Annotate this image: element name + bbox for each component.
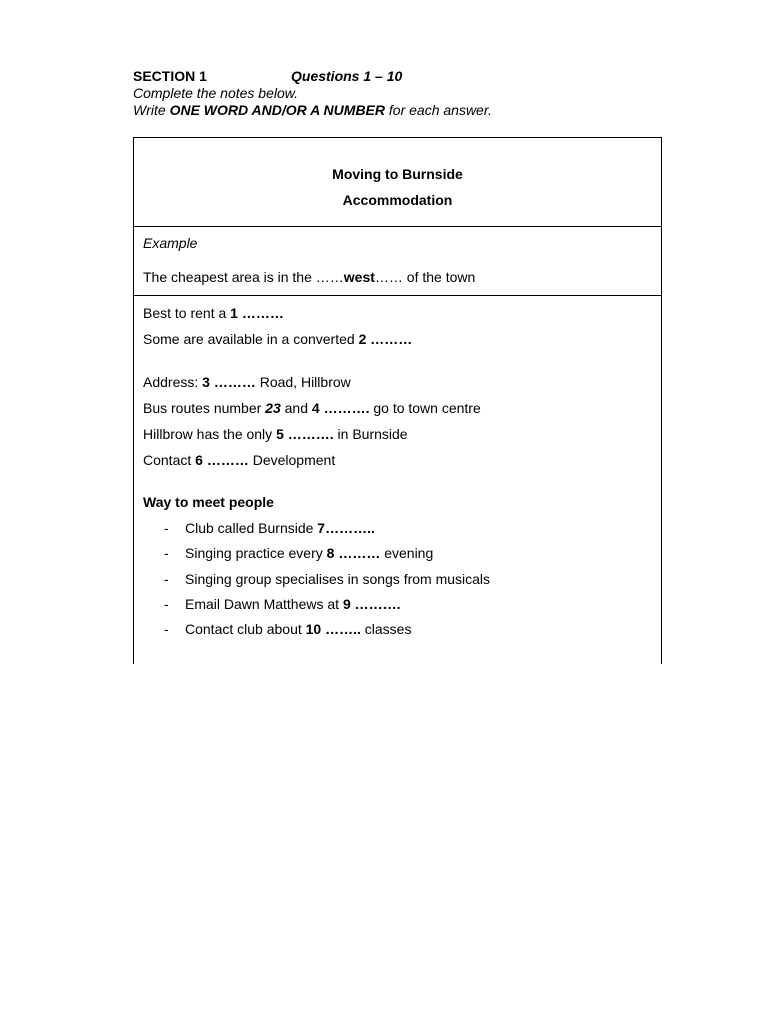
note-q3 — [143, 374, 351, 390]
section-label: SECTION 1 — [133, 68, 207, 84]
note-text: go to town centre — [369, 400, 481, 416]
answer-gap-2: 2 ……… — [358, 331, 413, 347]
notes-box — [133, 296, 662, 664]
example-label: Example — [143, 235, 198, 251]
bullet-item-9 — [164, 596, 401, 612]
title-box — [133, 137, 662, 227]
note-q6 — [143, 452, 335, 468]
bullet-item-7 — [164, 520, 375, 536]
note-text: Some are available in a converted — [143, 331, 359, 347]
instruction-line-2 — [133, 102, 492, 119]
subsection-heading-text: Way to meet people — [143, 494, 274, 510]
answer-gap-1: 1 ……… — [230, 305, 284, 321]
bullet-item-10 — [164, 621, 411, 637]
answer-gap-6: 6 ……… — [195, 452, 249, 468]
example-text: The cheapest area is in the …… — [143, 269, 344, 285]
instructions-header — [133, 68, 492, 119]
note-text: Best to rent a — [143, 305, 231, 321]
note-text: Email Dawn Matthews at — [185, 596, 343, 612]
answer-gap-3: 3 ……… — [202, 374, 256, 390]
answer-gap-4: 4 ………. — [311, 400, 370, 416]
note-text: Address: — [143, 374, 203, 390]
answer-gap-5: 5 ………. — [276, 426, 334, 442]
note-text: and — [280, 400, 312, 416]
answer-gap-8: 8 ……… — [326, 545, 381, 561]
note-text: Bus routes number — [143, 400, 266, 416]
bullet-dash: - — [164, 596, 169, 612]
note-text: Singing practice every — [185, 545, 327, 561]
note-text: in Burnside — [333, 426, 408, 442]
subsection-heading — [143, 494, 274, 510]
instruction-emphasis: ONE WORD AND/OR A NUMBER — [169, 102, 385, 118]
note-text: Hillbrow has the only — [143, 426, 277, 442]
bus-route-number: 23 — [265, 400, 281, 416]
instruction-text: for each answer. — [385, 102, 492, 118]
note-q1 — [143, 305, 284, 321]
bullet-dash: - — [164, 545, 169, 561]
questions-range: Questions 1 – 10 — [291, 68, 403, 84]
note-text: Contact club about — [185, 621, 306, 637]
example-text: …… of the town — [374, 269, 476, 285]
note-text: evening — [380, 545, 434, 561]
bullet-dash: - — [164, 571, 169, 587]
bullet-item-8 — [164, 545, 433, 561]
answer-gap-7: 7……….. — [317, 520, 375, 536]
example-sentence — [143, 269, 475, 285]
bullet-dash: - — [164, 621, 169, 637]
answer-gap-9: 9 ………. — [342, 596, 401, 612]
instruction-line-1: Complete the notes below. — [133, 85, 298, 101]
note-text: Club called Burnside — [185, 520, 318, 536]
note-q2 — [143, 331, 412, 347]
bullet-dash: - — [164, 520, 169, 536]
note-text: Singing group specialises in songs from musicals — [185, 571, 491, 587]
note-text: Development — [248, 452, 336, 468]
notes-title: Moving to Burnside — [332, 166, 463, 182]
note-q4 — [143, 400, 481, 416]
notes-subtitle: Accommodation — [342, 192, 453, 208]
instruction-text: Write — [133, 102, 170, 118]
example-answer: west — [343, 269, 375, 285]
bullet-item-musicals — [164, 571, 490, 587]
example-box — [133, 226, 662, 296]
answer-gap-10: 10 …….. — [305, 621, 361, 637]
note-text: classes — [360, 621, 412, 637]
section-heading-row — [133, 68, 492, 85]
note-text: Contact — [143, 452, 196, 468]
note-q5 — [143, 426, 408, 442]
note-text: Road, Hillbrow — [255, 374, 351, 390]
